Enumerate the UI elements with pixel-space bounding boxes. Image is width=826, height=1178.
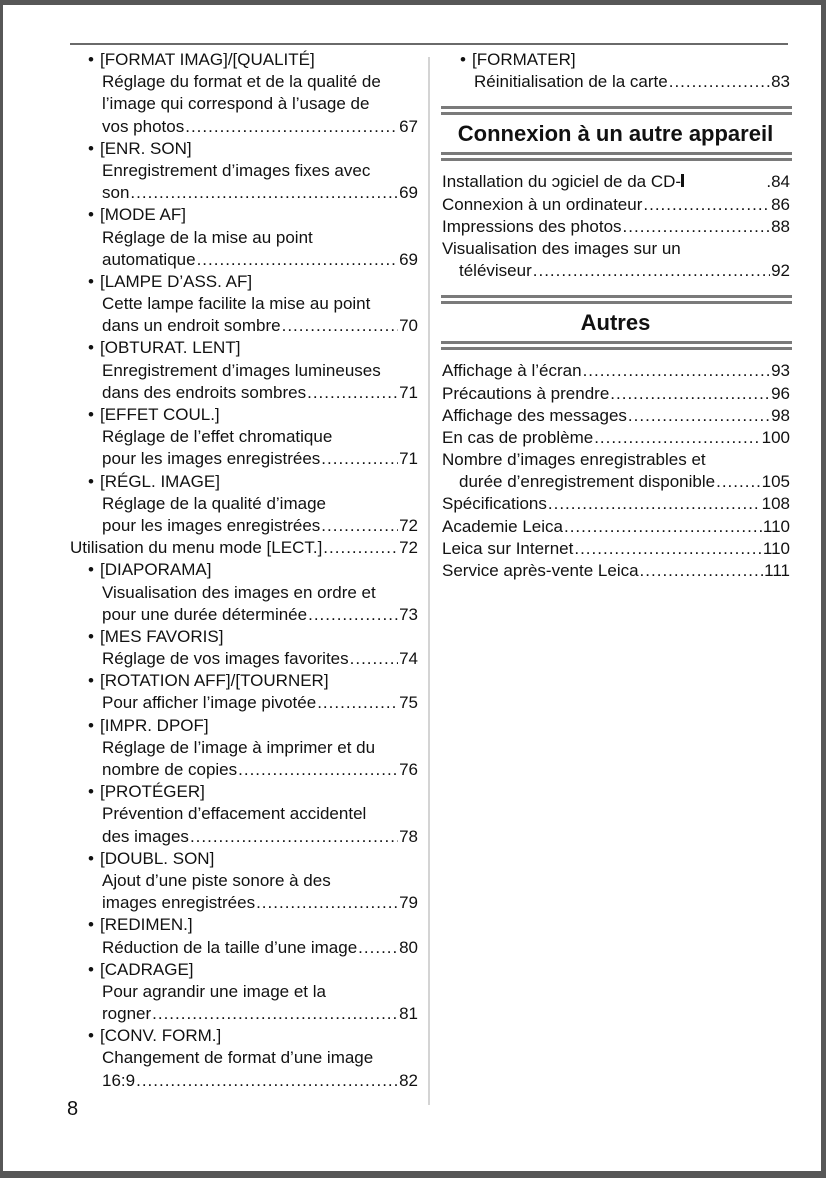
entry-text: son (102, 183, 130, 203)
bullet-label (67, 715, 418, 737)
toc-block[interactable] (67, 848, 418, 915)
toc-entry[interactable] (439, 171, 790, 193)
entry-text: Réduction de la taille d’une image (102, 937, 358, 957)
toc-entry[interactable] (67, 826, 418, 848)
description-line: Enregistrement d’images lumineuses (102, 360, 381, 380)
toc-entry[interactable] (67, 1070, 418, 1092)
entry-text: Impressions des photos (442, 216, 622, 236)
dot-leader (307, 382, 398, 404)
page-number: 8 (67, 1098, 79, 1120)
page-ref: 67 (399, 116, 418, 136)
dot-leader (185, 116, 398, 138)
toc-entry[interactable] (439, 260, 790, 282)
toc-entry[interactable] (67, 448, 418, 470)
bullet-label (67, 49, 418, 71)
page-ref: 72 (399, 515, 418, 535)
page-ref: 88 (771, 216, 790, 236)
entry-text: téléviseur (459, 261, 532, 281)
page-ref: 76 (399, 760, 418, 779)
page-ref: 73 (399, 604, 418, 624)
entry-text: dans un endroit sombre (102, 316, 281, 336)
toc-block-formater[interactable] (439, 49, 790, 93)
bullet-label (67, 271, 418, 293)
toc-block[interactable] (67, 781, 418, 848)
bullet-label (67, 204, 418, 226)
page-ref: 110 (762, 516, 790, 536)
bullet-label (67, 404, 418, 426)
column-divider (428, 57, 430, 1105)
toc-block[interactable] (67, 471, 418, 538)
toc-entry[interactable] (67, 182, 418, 204)
dot-leader (130, 182, 398, 204)
item-label: [FORMATER] (472, 50, 576, 69)
page-ref: 71 (399, 449, 418, 469)
toc-entry[interactable] (67, 515, 418, 537)
description-line: Visualisation des images en ordre et (102, 582, 376, 602)
toc-entry[interactable] (67, 249, 418, 271)
dot-leader (610, 383, 770, 405)
toc-block[interactable] (67, 670, 418, 714)
entry-text: des images (102, 826, 189, 846)
dot-leader (574, 538, 762, 560)
toc-block[interactable] (67, 49, 418, 138)
description-line: Réglage de l’effet chromatique (102, 427, 333, 447)
item-label: [LAMPE D’ASS. AF] (100, 271, 253, 291)
bullet-icon: • (88, 782, 94, 802)
item-label: [ROTATION AFF]/[TOURNER] (100, 671, 329, 691)
toc-entry[interactable] (67, 892, 418, 914)
entry-text: Réglage de vos images favorites (102, 649, 349, 669)
page-ref: 111 (764, 561, 790, 580)
page-ref: 79 (399, 893, 418, 913)
toc-entry[interactable] (439, 194, 790, 216)
entry-text: Academie Leica (442, 516, 563, 536)
item-label: [MES FAVORIS] (100, 626, 224, 646)
page-ref: 110 (762, 538, 790, 558)
dot-leader (282, 315, 398, 337)
bullet-icon: • (88, 915, 94, 935)
entry-text: rogner (102, 1004, 152, 1024)
dot-leader (533, 260, 770, 282)
item-label: [CADRAGE] (100, 959, 194, 979)
section-connexion (439, 105, 790, 282)
page-ref: 93 (771, 361, 790, 381)
bullet-label (67, 471, 418, 493)
toc-entry[interactable] (439, 360, 790, 382)
double-rule-bottom (439, 340, 790, 352)
toc-entry[interactable] (439, 71, 790, 93)
item-label: [MODE AF] (100, 205, 186, 225)
description-line: Pour agrandir une image et la (102, 981, 326, 1001)
dot-leader (238, 759, 398, 781)
dot-leader (643, 194, 770, 216)
page-ref: 105 (761, 472, 790, 492)
document-page (3, 5, 821, 1171)
entry-text: Réinitialisation de la carte (474, 72, 668, 92)
dot-leader (594, 427, 760, 449)
bullet-label (67, 337, 418, 359)
entry-text: Leica sur Internet (442, 538, 574, 558)
entry-first-line: Nombre d’images enregistrables et (442, 450, 706, 470)
toc-entry[interactable] (439, 383, 790, 405)
page-ref: 98 (771, 405, 790, 425)
entry-text: durée d’enregistrement disponible (459, 472, 716, 492)
toc-entry[interactable] (67, 648, 418, 670)
description-line: Ajout d’une piste sonore à des (102, 870, 331, 890)
toc-entry-heading[interactable] (67, 537, 418, 559)
dot-leader (323, 537, 398, 559)
page-ref: 86 (771, 194, 790, 214)
page-ref: .84 (766, 172, 790, 192)
description-line: l’image qui correspond à l’usage de (102, 94, 370, 114)
toc-entry[interactable] (439, 216, 790, 238)
description-line: Réglage du format et de la qualité de (102, 72, 381, 92)
bullet-icon: • (88, 50, 94, 69)
toc-entry[interactable] (67, 604, 418, 626)
entry-text: Pour afficher l’image pivotée (102, 693, 317, 713)
page-ref: 71 (399, 382, 418, 402)
bullet-icon: • (88, 205, 94, 225)
dot-leader (548, 493, 761, 515)
entry-text: images enregistrées (102, 893, 256, 913)
description-line: Prévention d’effacement accidentel (102, 804, 367, 824)
bullet-icon: • (88, 715, 94, 735)
item-label: [EFFET COUL.] (100, 405, 220, 424)
dot-leader (640, 560, 764, 582)
entry-text: pour les images enregistrées (102, 515, 321, 535)
description-line: Cette lampe facilite la mise au point (102, 294, 371, 314)
double-rule-bottom (439, 151, 790, 163)
bullet-icon: • (88, 848, 94, 868)
entry-text: vos photos (102, 116, 185, 136)
toc-entry[interactable] (439, 427, 790, 449)
toc-entry[interactable] (67, 116, 418, 138)
entry-text: automatique (102, 249, 196, 269)
section-entries (439, 171, 790, 282)
dot-leader (190, 826, 398, 848)
dot-leader (628, 405, 770, 427)
bullet-icon: • (88, 138, 94, 158)
dot-leader (583, 360, 771, 382)
entry-text: pour une durée déterminée (102, 604, 308, 624)
page-ref: 83 (771, 72, 790, 92)
left-column (67, 49, 418, 1092)
item-label: [ENR. SON] (100, 138, 192, 158)
page-ref: 81 (399, 1004, 418, 1024)
entry-first-line: Visualisation des images sur un (442, 238, 681, 258)
bullet-icon: • (88, 405, 94, 424)
toc-block[interactable] (67, 959, 418, 1026)
bullet-label (439, 49, 790, 71)
dot-leader (350, 648, 398, 670)
dot-leader (623, 216, 771, 238)
dot-leader (564, 516, 762, 538)
toc-block[interactable] (67, 204, 418, 271)
bullet-icon: • (88, 1026, 94, 1046)
page-ref: 74 (399, 649, 418, 669)
bullet-icon: • (88, 271, 94, 291)
bullet-icon: • (460, 50, 466, 69)
page-ref: 100 (761, 427, 790, 447)
entry-text: pour les images enregistrées (102, 449, 321, 469)
bullet-label (67, 1025, 418, 1047)
toc-entry[interactable] (67, 382, 418, 404)
top-rule (70, 43, 788, 45)
entry-text: En cas de problème (442, 427, 594, 447)
toc-block[interactable] (67, 626, 418, 670)
bullet-label (67, 138, 418, 160)
page-ref: 70 (399, 316, 418, 336)
toc-block[interactable] (67, 271, 418, 338)
toc-entry[interactable] (67, 692, 418, 714)
bullet-icon: • (88, 471, 94, 491)
section-title: Connexion à un autre appareil (457, 121, 774, 147)
description-line: Réglage de la mise au point (102, 227, 313, 247)
section-entries (439, 360, 790, 582)
right-column (439, 49, 790, 582)
toc-block[interactable] (67, 404, 418, 471)
page-ref: 69 (399, 249, 418, 269)
page-ref: 96 (771, 383, 790, 403)
dot-leader (716, 471, 761, 493)
dot-leader (256, 892, 398, 914)
item-label: [RÉGL. IMAGE] (100, 471, 220, 491)
dot-leader (152, 1003, 398, 1025)
entry-text: dans des endroits sombres (102, 382, 307, 402)
page-ref: 80 (399, 937, 418, 957)
entry-text: Utilisation du menu mode [LECT.] (70, 538, 323, 558)
toc-entry[interactable] (439, 471, 790, 493)
bullet-label (67, 626, 418, 648)
entry-text: 16:9 (102, 1070, 136, 1090)
toc-block[interactable] (67, 138, 418, 205)
toc-entry[interactable] (67, 759, 418, 781)
double-rule-top (439, 294, 790, 306)
dot-leader (317, 692, 398, 714)
description-line: Enregistrement d’images fixes avec (102, 160, 371, 180)
page-ref: 72 (399, 538, 418, 558)
item-label: [PROTÉGER] (100, 782, 205, 802)
bullet-icon: • (88, 560, 94, 580)
toc-block[interactable] (67, 914, 418, 958)
entry-text: Affichage à l’écran (442, 361, 582, 381)
item-label: [OBTURAT. LENT] (100, 338, 241, 358)
cd-rom-glyph-icon (681, 174, 684, 187)
toc-entry[interactable] (439, 516, 790, 538)
page-ref: 75 (399, 693, 418, 713)
toc-entry[interactable] (439, 405, 790, 427)
item-label: [REDIMEN.] (100, 915, 193, 935)
toc-block[interactable] (67, 1025, 418, 1092)
item-label: [CONV. FORM.] (100, 1026, 222, 1046)
bullet-icon: • (88, 626, 94, 646)
item-label: [DIAPORAMA] (100, 560, 212, 580)
entry-text: Précautions à prendre (442, 383, 610, 403)
page-ref: 92 (771, 261, 790, 281)
page-ref: 78 (399, 826, 418, 846)
toc-entry[interactable] (439, 560, 790, 582)
dot-leader (669, 71, 770, 93)
toc-entry[interactable] (439, 538, 790, 560)
bullet-label (67, 914, 418, 936)
dot-leader (321, 515, 398, 537)
description-line: Changement de format d’une image (102, 1048, 374, 1068)
description-line: Réglage de la qualité d’image (102, 493, 326, 513)
section-autres (439, 294, 790, 582)
entry-text: Service après-vente Leica (442, 561, 639, 580)
dot-leader (358, 937, 398, 959)
toc-entry[interactable] (67, 315, 418, 337)
entry-text: Installation du ɔgiciel de da CD- (442, 172, 682, 192)
bullet-icon: • (88, 338, 94, 358)
entry-text: nombre de copies (102, 760, 238, 779)
double-rule-top (439, 105, 790, 117)
item-label: [DOUBL. SON] (100, 848, 215, 868)
toc-block[interactable] (67, 559, 418, 626)
dot-leader (308, 604, 398, 626)
dot-leader (136, 1070, 398, 1092)
toc-entry[interactable] (67, 937, 418, 959)
item-label: [FORMAT IMAG]/[QUALITÉ] (100, 50, 315, 69)
bullet-label (67, 670, 418, 692)
toc-entry[interactable] (439, 493, 790, 515)
bullet-label (67, 559, 418, 581)
bullet-icon: • (88, 671, 94, 691)
description-line: Réglage de l’image à imprimer et du (102, 737, 376, 757)
entry-text: Connexion à un ordinateur (442, 194, 643, 214)
page-ref: 69 (399, 183, 418, 203)
bullet-label (67, 959, 418, 981)
entry-text: Spécifications (442, 494, 547, 514)
entry-text: Affichage des messages (442, 405, 627, 425)
dot-leader (321, 448, 398, 470)
bullet-label (67, 781, 418, 803)
toc-block[interactable] (67, 715, 418, 782)
page-ref: 82 (399, 1070, 418, 1090)
section-title: Autres (580, 310, 651, 336)
toc-block[interactable] (67, 337, 418, 404)
dot-leader (197, 249, 399, 271)
toc-entry[interactable] (67, 1003, 418, 1025)
bullet-label (67, 848, 418, 870)
item-label: [IMPR. DPOF] (100, 715, 209, 735)
bullet-icon: • (88, 959, 94, 979)
page-ref: 108 (761, 494, 790, 514)
